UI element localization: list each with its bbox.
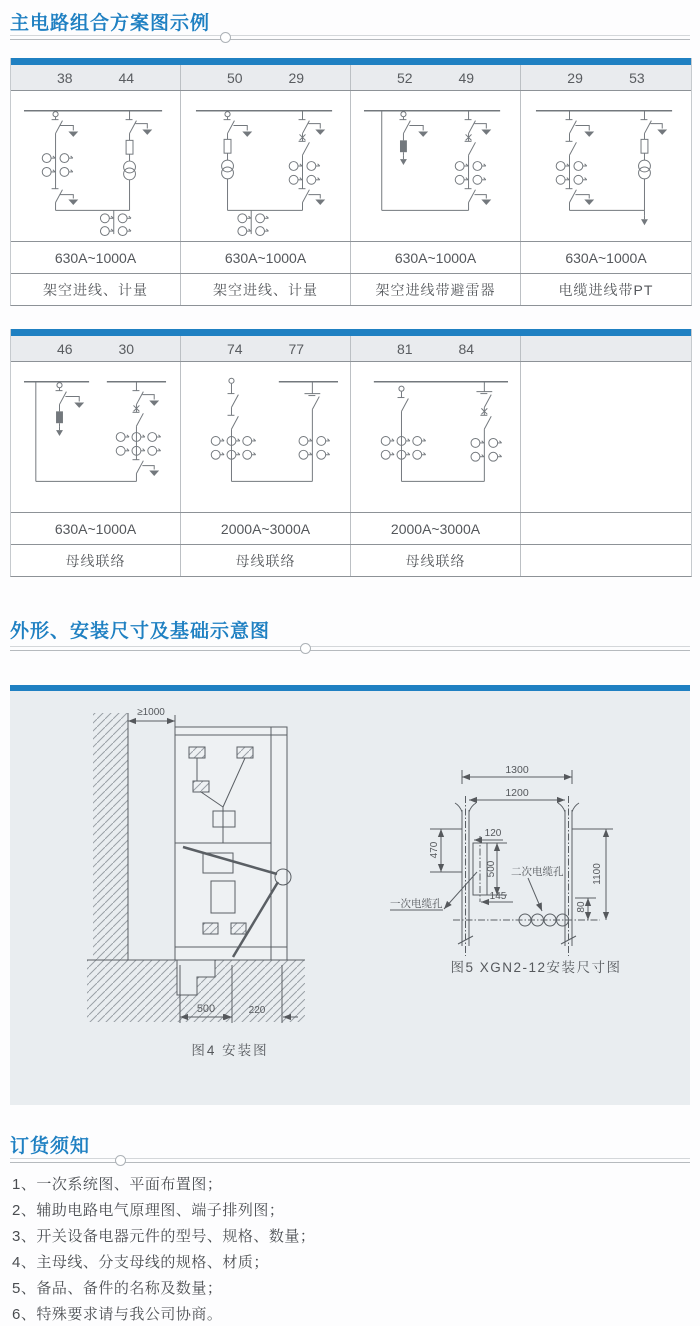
fig5-dim-1100: 1100 — [592, 863, 603, 885]
scheme-number: 84 — [458, 340, 475, 357]
fig4-dim-front: 500 — [196, 1003, 216, 1015]
section-title-installation: 外形、安装尺寸及基础示意图 — [10, 621, 271, 642]
scheme-desc-row — [11, 273, 691, 305]
scheme-diagram-row — [11, 91, 691, 241]
rating-cell: 630A~1000A — [11, 242, 181, 273]
scheme-number: 30 — [118, 340, 135, 357]
scheme-diagram-row — [11, 362, 691, 512]
scheme-number-row — [11, 65, 691, 91]
circuit-diagram — [182, 93, 350, 239]
scheme-numbers — [521, 65, 691, 90]
circuit-cell — [11, 362, 181, 512]
fig4-dim-rear: 220 — [248, 1005, 266, 1016]
figure5-dimension-drawing — [385, 750, 685, 985]
scheme-numbers — [521, 336, 691, 361]
scheme-rating-row — [11, 241, 691, 273]
circuit-cell — [181, 91, 351, 241]
fig4-dim-clearance: ≥1000 — [137, 707, 165, 718]
desc-cell: 架空进线、计量 — [181, 274, 351, 305]
fig5-dim-1200: 1200 — [505, 787, 529, 799]
divider-ring-icon — [220, 32, 231, 43]
scheme-rating-row — [11, 512, 691, 544]
circuit-cell — [351, 91, 521, 241]
scheme-numbers — [11, 336, 181, 361]
fig5-dim-120: 120 — [484, 828, 502, 839]
scheme-number: 38 — [56, 69, 73, 86]
section-title-ordering: 订货须知 — [10, 1136, 91, 1157]
desc-cell: 母线联络 — [11, 545, 181, 576]
figure4-installation-drawing — [65, 695, 315, 1067]
fig5-caption: 图5 XGN2-12安装尺寸图 — [450, 960, 622, 975]
scheme-numbers — [351, 336, 521, 361]
scheme-numbers — [181, 65, 351, 90]
fig5-dim-470: 470 — [429, 841, 440, 859]
circuit-diagram — [522, 93, 690, 239]
table-accent-bar — [11, 329, 691, 336]
scheme-number: 74 — [226, 340, 243, 357]
section-divider — [10, 35, 690, 40]
scheme-desc-row — [11, 544, 691, 576]
desc-cell: 母线联络 — [181, 545, 351, 576]
ordering-item: 5、备品、备件的名称及数量； — [12, 1280, 223, 1297]
rating-cell: 630A~1000A — [565, 249, 647, 266]
rating-cell: 630A~1000A — [181, 242, 351, 273]
ordering-list — [12, 1172, 682, 1326]
rating-cell: 630A~1000A — [11, 513, 181, 544]
fig5-label-secondary-hole: 二次电缆孔 — [511, 866, 564, 878]
circuit-cell-empty — [521, 362, 691, 512]
ordering-item: 3、开关设备电器元件的型号、规格、数量； — [12, 1228, 316, 1245]
circuit-diagram — [182, 364, 350, 510]
circuit-diagram — [352, 93, 520, 239]
rating-cell: 630A~1000A — [351, 242, 521, 273]
fig5-dim-500: 500 — [486, 860, 497, 878]
scheme-number: 29 — [288, 69, 305, 86]
scheme-numbers — [181, 336, 351, 361]
scheme-table-1 — [10, 58, 692, 306]
desc-cell: 母线联络 — [351, 545, 521, 576]
circuit-diagram — [12, 364, 180, 510]
desc-cell: 电缆进线带PT — [558, 281, 654, 298]
rating-cell — [521, 513, 691, 544]
ordering-item: 4、主母线、分支母线的规格、材质； — [12, 1254, 269, 1271]
circuit-diagram — [12, 93, 180, 239]
scheme-number: 53 — [629, 69, 645, 86]
scheme-number: 49 — [458, 69, 475, 86]
scheme-numbers — [11, 65, 181, 90]
scheme-number: 52 — [396, 69, 413, 86]
desc-cell: 架空进线带避雷器 — [351, 274, 521, 305]
section-divider — [10, 646, 690, 651]
rating-cell: 2000A~3000A — [351, 513, 521, 544]
scheme-number: 46 — [56, 340, 73, 357]
scheme-number: 77 — [288, 340, 305, 357]
fig5-dim-145: 145 — [489, 891, 507, 902]
circuit-diagram — [352, 364, 520, 510]
section-title-schemes: 主电路组合方案图示例 — [10, 13, 211, 34]
rating-cell: 2000A~3000A — [181, 513, 351, 544]
ordering-item: 6、特殊要求请与我公司协商。 — [12, 1306, 223, 1323]
fig5-dim-80: 80 — [576, 901, 587, 913]
circuit-cell — [181, 362, 351, 512]
ordering-item: 1、一次系统图、平面布置图； — [12, 1176, 223, 1193]
divider-ring-icon — [115, 1155, 126, 1166]
desc-cell: 架空进线、计量 — [11, 274, 181, 305]
table-accent-bar — [11, 58, 691, 65]
scheme-numbers — [351, 65, 521, 90]
fig5-dim-1300: 1300 — [505, 764, 529, 776]
desc-cell — [521, 545, 691, 576]
scheme-number-row — [11, 336, 691, 362]
ordering-item: 2、辅助电路电气原理图、端子排列图； — [12, 1202, 285, 1219]
circuit-cell — [351, 362, 521, 512]
fig4-caption: 图4 安装图 — [191, 1043, 269, 1058]
circuit-cell — [11, 91, 181, 241]
scheme-number: 29 — [567, 69, 583, 86]
fig5-label-primary-hole: 一次电缆孔 — [390, 898, 443, 910]
scheme-number: 81 — [396, 340, 413, 357]
circuit-cell — [521, 91, 691, 241]
divider-ring-icon — [300, 643, 311, 654]
scheme-number: 50 — [226, 69, 243, 86]
scheme-number: 44 — [118, 69, 135, 86]
section-divider — [10, 1158, 690, 1163]
scheme-table-2 — [10, 329, 692, 577]
